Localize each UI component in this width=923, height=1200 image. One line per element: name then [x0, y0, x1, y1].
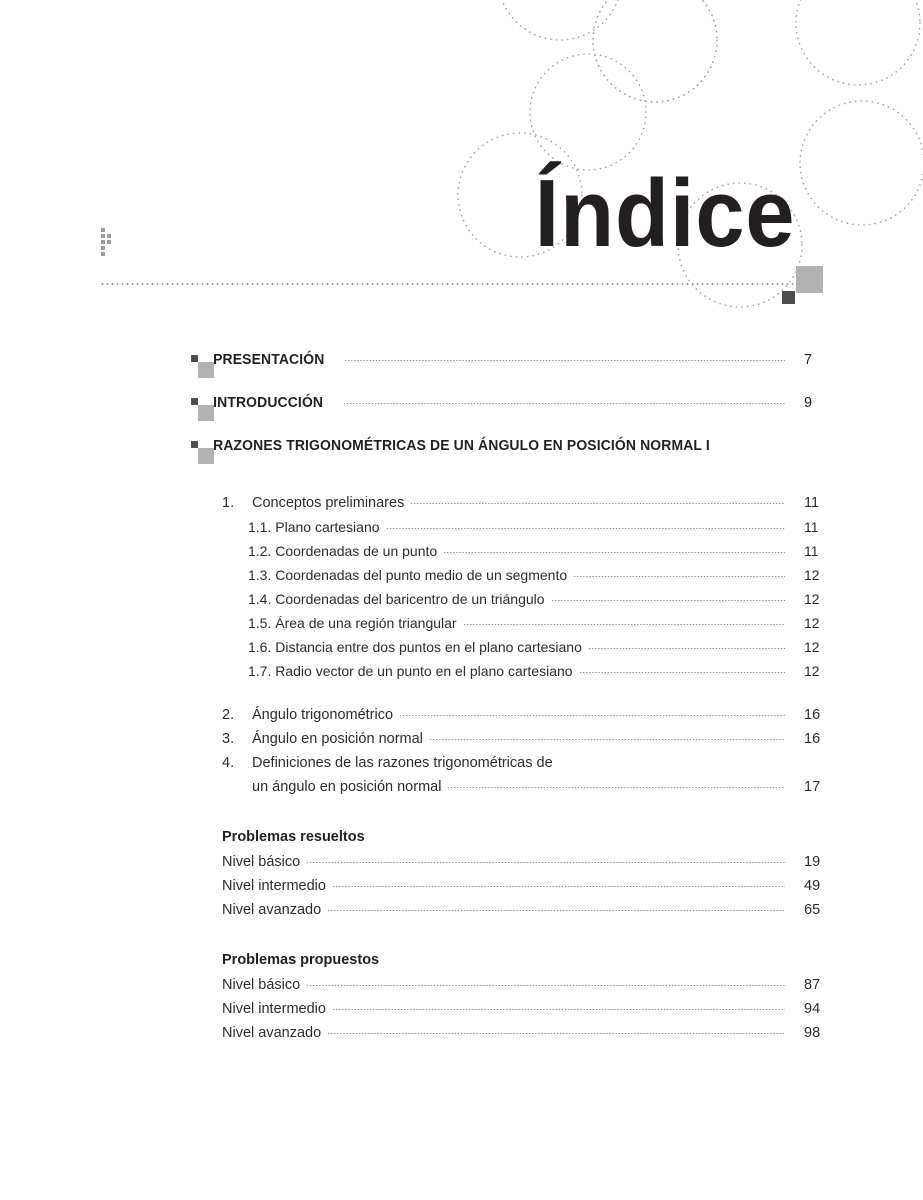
toc-page-number: 19 — [804, 854, 821, 870]
dotted-circle-7 — [678, 183, 802, 307]
dotted-circle-5 — [530, 54, 646, 170]
toc-item-angulo-posicion-normal[interactable] — [0, 731, 923, 747]
dotted-circle-2 — [593, 0, 717, 102]
leader-dots — [343, 403, 785, 404]
title-dotted-rule — [100, 283, 796, 285]
toc-page-number: 7 — [804, 352, 813, 368]
decorative-header-graphics — [0, 0, 923, 340]
toc-subitem-punto-medio-segmento[interactable] — [0, 567, 923, 583]
toc-heading-introduccion[interactable] — [0, 395, 923, 425]
toc-item-text — [0, 755, 553, 771]
toc-subitem-label: 1.1. Plano cartesiano — [248, 519, 380, 535]
toc-item-text — [0, 495, 404, 511]
toc-subitem-baricentro-triangulo[interactable] — [0, 591, 923, 607]
leader-dots — [463, 624, 785, 625]
toc-subitem-radio-vector[interactable] — [0, 663, 923, 679]
leader-dots — [306, 985, 785, 986]
page-title: Índice — [534, 160, 795, 267]
dotted-circle-8 — [458, 133, 582, 257]
leader-dots — [447, 787, 785, 788]
toc-item-resueltos-nivel-avanzado[interactable] — [0, 902, 923, 918]
toc-item-resueltos-nivel-basico[interactable] — [0, 854, 923, 870]
toc-item-label: Nivel intermedio — [222, 1001, 326, 1017]
toc-item-resueltos-nivel-intermedio[interactable] — [0, 878, 923, 894]
toc-item-label: Nivel avanzado — [222, 1025, 322, 1041]
leader-dots — [306, 862, 785, 863]
dotted-circle-4 — [796, 0, 920, 85]
table-of-contents — [0, 352, 923, 1049]
toc-item-angulo-trigonometrico[interactable] — [0, 707, 923, 723]
toc-page-number: 11 — [804, 495, 820, 511]
toc-subitem-distancia-dos-puntos[interactable] — [0, 639, 923, 655]
toc-item-label: Definiciones de las razones trigonométricas de — [252, 755, 553, 771]
toc-item-number: 3. — [222, 731, 235, 747]
toc-item-label: Ángulo trigonométrico — [252, 707, 394, 723]
leader-dots — [588, 648, 785, 649]
toc-item-label: Nivel básico — [222, 854, 301, 870]
toc-item-definiciones-razones-line1[interactable] — [0, 755, 923, 771]
leader-dots — [399, 715, 785, 716]
toc-page-number: 12 — [804, 639, 820, 655]
toc-heading-razones-trigonometricas[interactable] — [0, 438, 923, 468]
toc-page-number: 16 — [804, 731, 821, 747]
toc-subitem-coordenadas-punto[interactable] — [0, 543, 923, 559]
toc-page-number: 94 — [804, 1001, 821, 1017]
dotted-circle-3 — [593, 0, 717, 102]
toc-subheading-problemas-propuestos: Problemas propuestos — [222, 952, 380, 968]
toc-page-number: 12 — [804, 567, 820, 583]
toc-item-label: Conceptos preliminares — [252, 495, 405, 511]
leader-dots — [327, 910, 785, 911]
leader-dots — [551, 600, 785, 601]
toc-subitem-label: 1.7. Radio vector de un punto en el plano cartesiano — [248, 663, 573, 679]
toc-subheading-problemas-resueltos: Problemas resueltos — [222, 829, 365, 845]
toc-subitem-label: 1.4. Coordenadas del baricentro de un triángulo — [248, 591, 545, 607]
toc-page-number: 11 — [804, 519, 819, 535]
leader-dots — [410, 503, 785, 504]
leader-dots — [332, 886, 785, 887]
toc-page-number: 49 — [804, 878, 821, 894]
toc-subitem-label: 1.5. Área de una región triangular — [248, 615, 457, 631]
toc-page-number: 11 — [804, 543, 819, 559]
toc-subitem-label: 1.3. Coordenadas del punto medio de un segmento — [248, 567, 568, 583]
leader-dots — [332, 1009, 785, 1010]
toc-item-propuestos-nivel-intermedio[interactable] — [0, 1001, 923, 1017]
toc-page-number: 12 — [804, 615, 820, 631]
toc-page-number: 12 — [804, 663, 820, 679]
leader-dots — [443, 552, 785, 553]
leader-dots — [344, 360, 785, 361]
toc-item-text — [0, 731, 423, 747]
toc-item-label-continued: un ángulo en posición normal — [252, 779, 442, 795]
toc-page-number: 16 — [804, 707, 821, 723]
toc-item-propuestos-nivel-basico[interactable] — [0, 977, 923, 993]
toc-page-number: 12 — [804, 591, 820, 607]
accent-square-light — [796, 266, 823, 293]
toc-page-number: 98 — [804, 1025, 821, 1041]
leader-dots — [386, 528, 785, 529]
dotted-circles-svg — [0, 0, 923, 340]
toc-item-label: Nivel avanzado — [222, 902, 322, 918]
toc-item-number: 1. — [222, 495, 235, 511]
toc-item-label: Nivel básico — [222, 977, 301, 993]
accent-square-dark — [782, 291, 795, 304]
toc-subitem-label: 1.6. Distancia entre dos puntos en el plano cartesiano — [248, 639, 582, 655]
toc-item-number: 4. — [222, 755, 235, 771]
dotted-circle-1 — [498, 0, 622, 40]
toc-subitem-area-region-triangular[interactable] — [0, 615, 923, 631]
toc-heading-presentacion[interactable] — [0, 352, 923, 382]
toc-page-number: 9 — [804, 395, 813, 411]
toc-subitem-label: 1.2. Coordenadas de un punto — [248, 543, 438, 559]
toc-page-number: 17 — [804, 779, 821, 795]
dot-matrix-icon — [100, 228, 122, 258]
toc-item-number: 2. — [222, 707, 235, 723]
spacer — [0, 803, 923, 829]
leader-dots — [573, 576, 785, 577]
toc-item-text — [0, 707, 393, 723]
toc-item-propuestos-nivel-avanzado[interactable] — [0, 1025, 923, 1041]
toc-subitem-plano-cartesiano[interactable] — [0, 519, 923, 535]
toc-item-definiciones-razones-line2[interactable] — [0, 779, 923, 795]
toc-page-number: 87 — [804, 977, 821, 993]
toc-item-label: Nivel intermedio — [222, 878, 326, 894]
toc-heading-label: INTRODUCCIÓN — [213, 395, 324, 411]
spacer — [0, 926, 923, 952]
toc-heading-label: RAZONES TRIGONOMÉTRICAS DE UN ÁNGULO EN POSICIÓN NORMAL I — [213, 438, 710, 454]
toc-page-number: 65 — [804, 902, 821, 918]
toc-item-label: Ángulo en posición normal — [252, 731, 423, 747]
leader-dots — [579, 672, 785, 673]
dotted-circle-6 — [800, 101, 923, 225]
leader-dots — [327, 1033, 785, 1034]
toc-heading-label: PRESENTACIÓN — [213, 352, 325, 368]
spacer — [0, 481, 923, 495]
toc-item-conceptos-preliminares[interactable] — [0, 495, 923, 511]
spacer — [0, 687, 923, 707]
leader-dots — [429, 739, 785, 740]
